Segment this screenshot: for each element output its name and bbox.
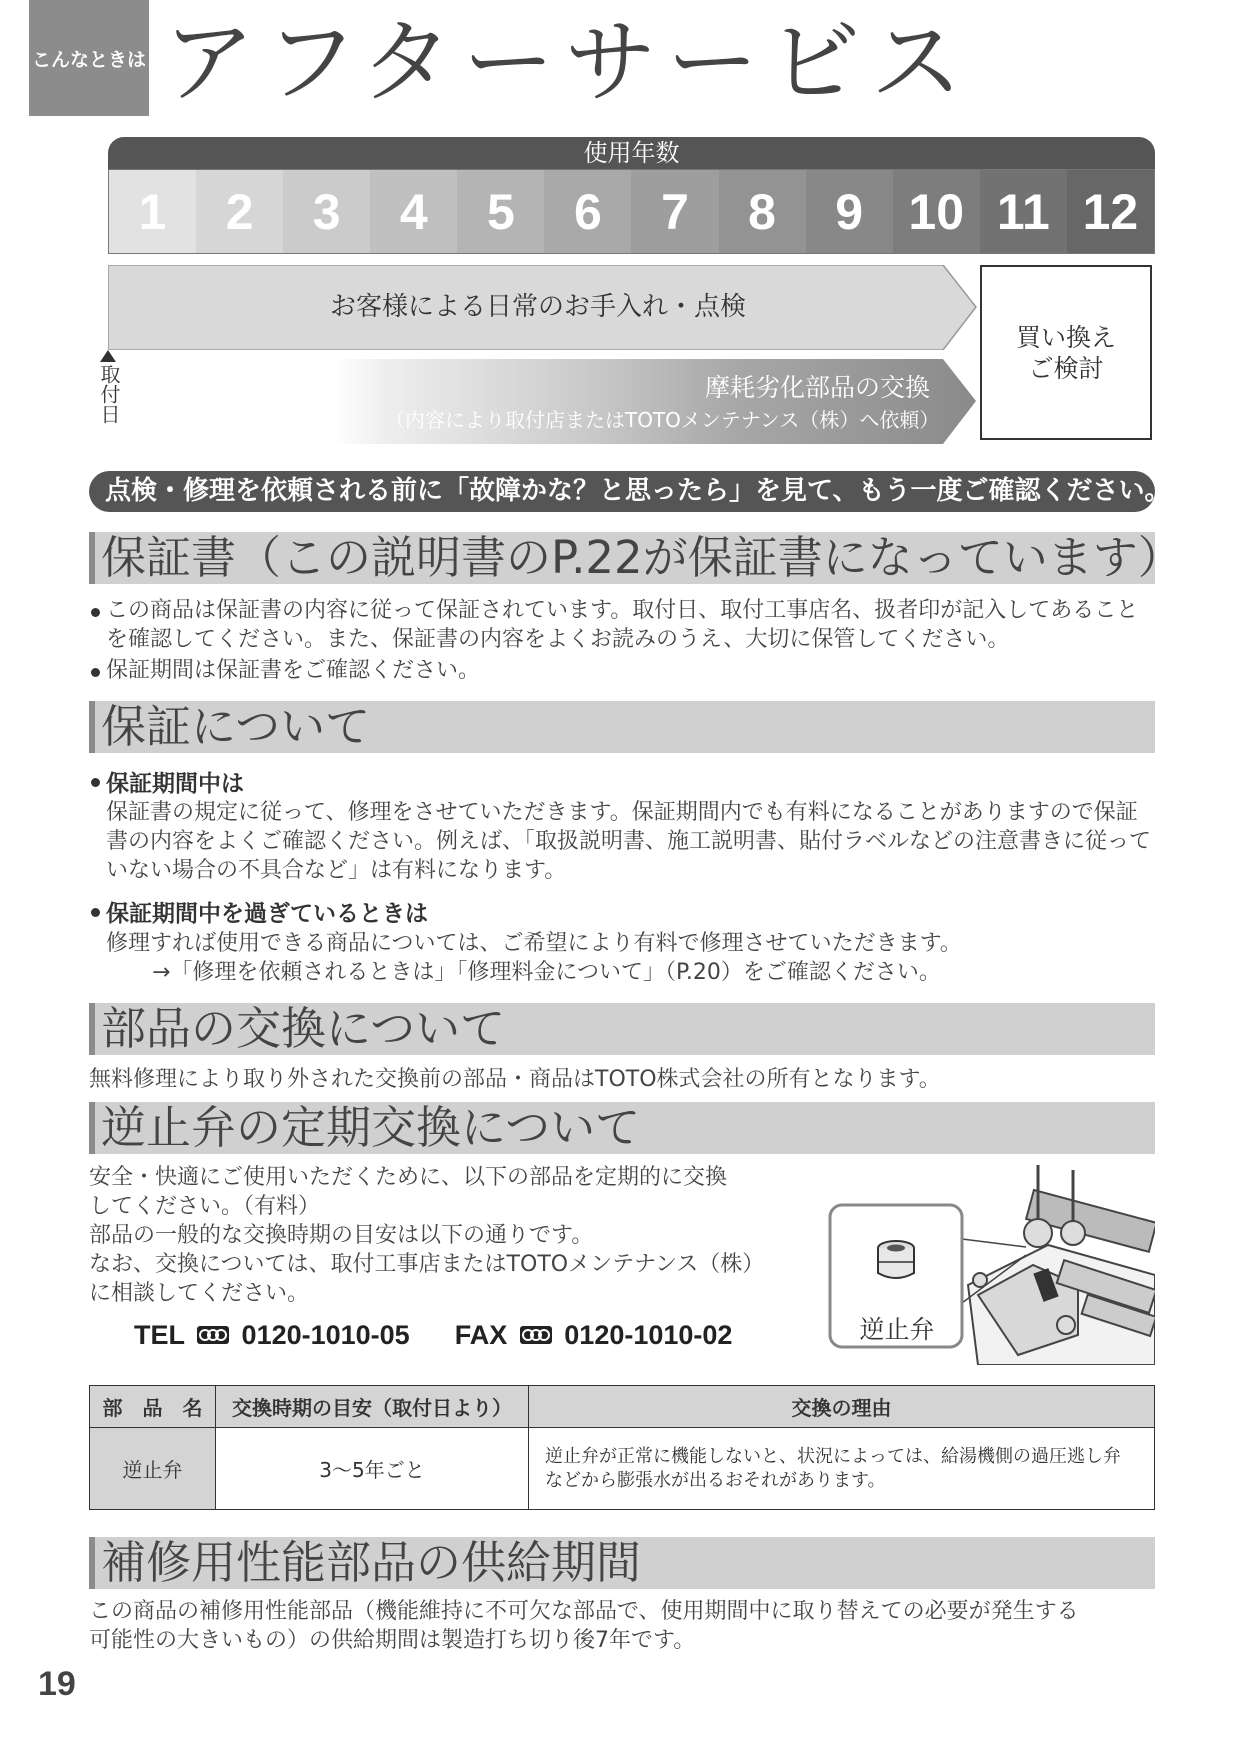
warranty-doc-text-2: を確認してください。また、保証書の内容をよくお読みのうえ、大切に保管してください。: [106, 627, 1010, 652]
check-valve-caption: 逆止弁: [859, 1315, 935, 1344]
replace-consider-box: [980, 265, 1152, 440]
parts-exchange-text: 無料修理により取り外された交換前の部品・商品はTOTO株式会社の所有となります。: [89, 1067, 941, 1092]
contact-numbers: [134, 1320, 732, 1351]
freedial-icon: [519, 1325, 553, 1345]
warranty-heading: 保証について: [89, 701, 1155, 753]
years-scale: [108, 169, 1155, 254]
table-header: 交換時期の目安（取付日より）: [216, 1386, 529, 1428]
warranty-during-text-2: 書の内容をよくご確認ください。例えば、「取扱説明書、施工説明書、貼付ラベルなどの注意書きに従って: [106, 829, 1152, 854]
daily-care-label: お客様による日常のお手入れ・点検: [329, 292, 746, 322]
replacement-table: [89, 1385, 1155, 1510]
year-cell: 5: [457, 170, 544, 253]
supply-period-heading: 補修用性能部品の供給期間: [89, 1537, 1155, 1589]
check-valve-text-2: してください。（有料）: [89, 1194, 321, 1219]
bullet-dot: [91, 668, 100, 677]
section-tag: こんなときは: [29, 0, 149, 116]
reason-cell: [529, 1428, 1155, 1510]
table-header: 交換の理由: [529, 1386, 1155, 1428]
reason-line-2: などから膨張水が出るおそれがあります。: [545, 1469, 886, 1491]
parts-exchange-heading: 部品の交換について: [89, 1003, 1155, 1055]
years-label: 使用年数: [108, 137, 1155, 169]
tel-number[interactable]: 0120-1010-05: [241, 1320, 410, 1350]
check-valve-text-4: なお、交換については、取付工事店またはTOTOメンテナンス（株）: [89, 1252, 765, 1277]
tel-label: TEL: [134, 1320, 185, 1350]
check-valve-text-5: に相談してください。: [89, 1281, 310, 1306]
page-title: アフターサービス: [163, 9, 973, 116]
year-cell: 1: [109, 170, 196, 253]
year-cell: 11: [980, 170, 1067, 253]
warranty-after-heading: 保証期間中を過ぎているときは: [106, 901, 428, 927]
warranty-doc-text-3: 保証期間は保証書をご確認ください。: [106, 658, 481, 683]
parts-replace-note: （内容により取付店またはTOTOメンテナンス（株）へ依頼）: [385, 408, 940, 432]
year-cell: 12: [1067, 170, 1154, 253]
part-name-cell: 逆止弁: [90, 1428, 216, 1510]
page-number: 19: [38, 1665, 76, 1703]
parts-replace-label: 摩耗劣化部品の交換: [704, 373, 930, 402]
warranty-doc-heading: 保証書（この説明書のP.22が保証書になっています）: [89, 532, 1155, 584]
fax-number[interactable]: 0120-1010-02: [564, 1320, 733, 1350]
year-cell: 7: [631, 170, 718, 253]
bullet-dot: [91, 778, 100, 787]
bullet-dot: [91, 908, 100, 917]
fax-label: FAX: [454, 1320, 508, 1350]
year-cell: 6: [544, 170, 631, 253]
table-header: 部 品 名: [90, 1386, 216, 1428]
notice-banner: 点検・修理を依頼される前に「故障かな？と思ったら」を見て、もう一度ご確認ください。: [89, 471, 1155, 512]
install-date-label: 取付日: [97, 364, 121, 424]
year-cell: 10: [893, 170, 980, 253]
reason-line-1: 逆止弁が正常に機能しないと、状況によっては、給湯機側の過圧逃し弁: [545, 1445, 1121, 1467]
replace-line-2: ご検討: [1028, 353, 1104, 383]
year-cell: 8: [719, 170, 806, 253]
up-arrow-icon: [100, 350, 116, 362]
warranty-during-text-1: 保証書の規定に従って、修理をさせていただきます。保証期間内でも有料になることがありますので保証: [106, 800, 1138, 825]
freedial-icon: [196, 1325, 230, 1345]
table-row: [90, 1428, 1155, 1510]
year-cell: 4: [370, 170, 457, 253]
warranty-during-heading: 保証期間中は: [106, 771, 244, 797]
replace-line-1: 買い換え: [1015, 322, 1116, 352]
year-cell: 3: [283, 170, 370, 253]
check-valve-text-3: 部品の一般的な交換時期の目安は以下の通りです。: [89, 1223, 594, 1248]
warranty-during-text-3: いない場合の不具合など」は有料になります。: [106, 858, 567, 883]
bullet-dot: [91, 608, 100, 617]
warranty-doc-text-1: この商品は保証書の内容に従って保証されています。取付日、取付工事店名、扱者印が記入してあること: [106, 598, 1139, 623]
period-cell: 3～5年ごと: [216, 1428, 529, 1510]
check-valve-text-1: 安全・快適にご使用いただくために、以下の部品を定期的に交換: [89, 1165, 728, 1190]
year-cell: 9: [806, 170, 893, 253]
year-cell: 2: [196, 170, 283, 253]
supply-period-text-1: この商品の補修用性能部品（機能維持に不可欠な部品で、使用期間中に取り替えての必要が発生する: [89, 1599, 1079, 1624]
supply-period-text-2: 可能性の大きいもの）の供給期間は製造打ち切り後7年です。: [89, 1628, 696, 1653]
check-valve-heading: 逆止弁の定期交換について: [89, 1102, 1155, 1154]
warranty-after-text-1: 修理すれば使用できる商品については、ご希望により有料で修理させていただきます。: [106, 931, 962, 956]
warranty-after-text-2: →「修理を依頼されるときは」「修理料金について」（P.20）をご確認ください。: [152, 960, 941, 985]
